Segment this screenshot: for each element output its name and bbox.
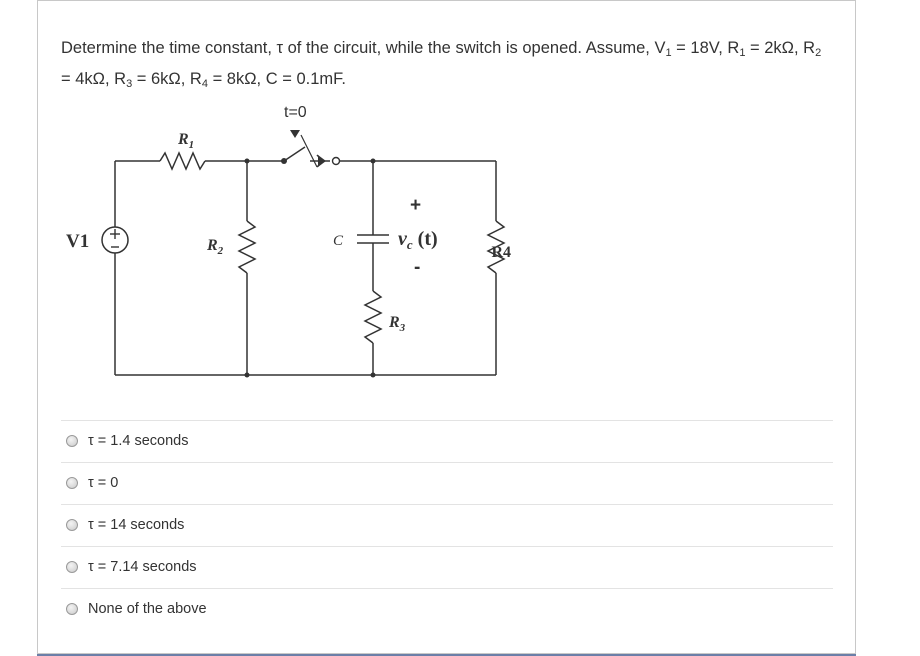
- radio-button[interactable]: [66, 561, 78, 573]
- source-label: V1: [66, 231, 90, 252]
- vc-plus: +: [410, 195, 422, 216]
- switch-label: t=0: [284, 104, 307, 121]
- r4-label: R4: [491, 244, 511, 261]
- option-5[interactable]: [61, 588, 833, 630]
- cap-label: C: [333, 233, 344, 249]
- answer-options: [61, 420, 833, 630]
- radio-button[interactable]: [66, 519, 78, 531]
- r1-label: $R_1$: [178, 131, 195, 151]
- option-label[interactable]: τ = 0: [88, 475, 119, 491]
- radio-button[interactable]: [66, 477, 78, 489]
- radio-button[interactable]: [66, 435, 78, 447]
- question-text: Determine the time constant, τ of the circuit, while the switch is opened. Assume, $V_1 = 18V$, $R_1 = 2k\Omega$, $R_2 = 4k\Omega$, $R_3 = 6k\Omega$, $R_4 = 8k\Omega$, C = 0.1mF.: [61, 39, 822, 90]
- radio-button[interactable]: [66, 603, 78, 615]
- option-label[interactable]: τ = 1.4 seconds: [88, 433, 189, 449]
- vc-minus: -: [414, 257, 421, 278]
- option-label[interactable]: τ = 7.14 seconds: [88, 559, 197, 575]
- option-label[interactable]: τ = 14 seconds: [88, 517, 185, 533]
- option-4[interactable]: [61, 546, 833, 588]
- option-label[interactable]: None of the above: [88, 601, 207, 617]
- option-3[interactable]: [61, 504, 833, 546]
- vc-label: $v_c$ (t): [398, 228, 438, 252]
- option-2[interactable]: [61, 462, 833, 504]
- circuit-diagram: [55, 95, 515, 385]
- option-1[interactable]: [61, 420, 833, 462]
- r3-label: $R_3$: [389, 314, 406, 334]
- r2-label: $R_2$: [207, 237, 224, 257]
